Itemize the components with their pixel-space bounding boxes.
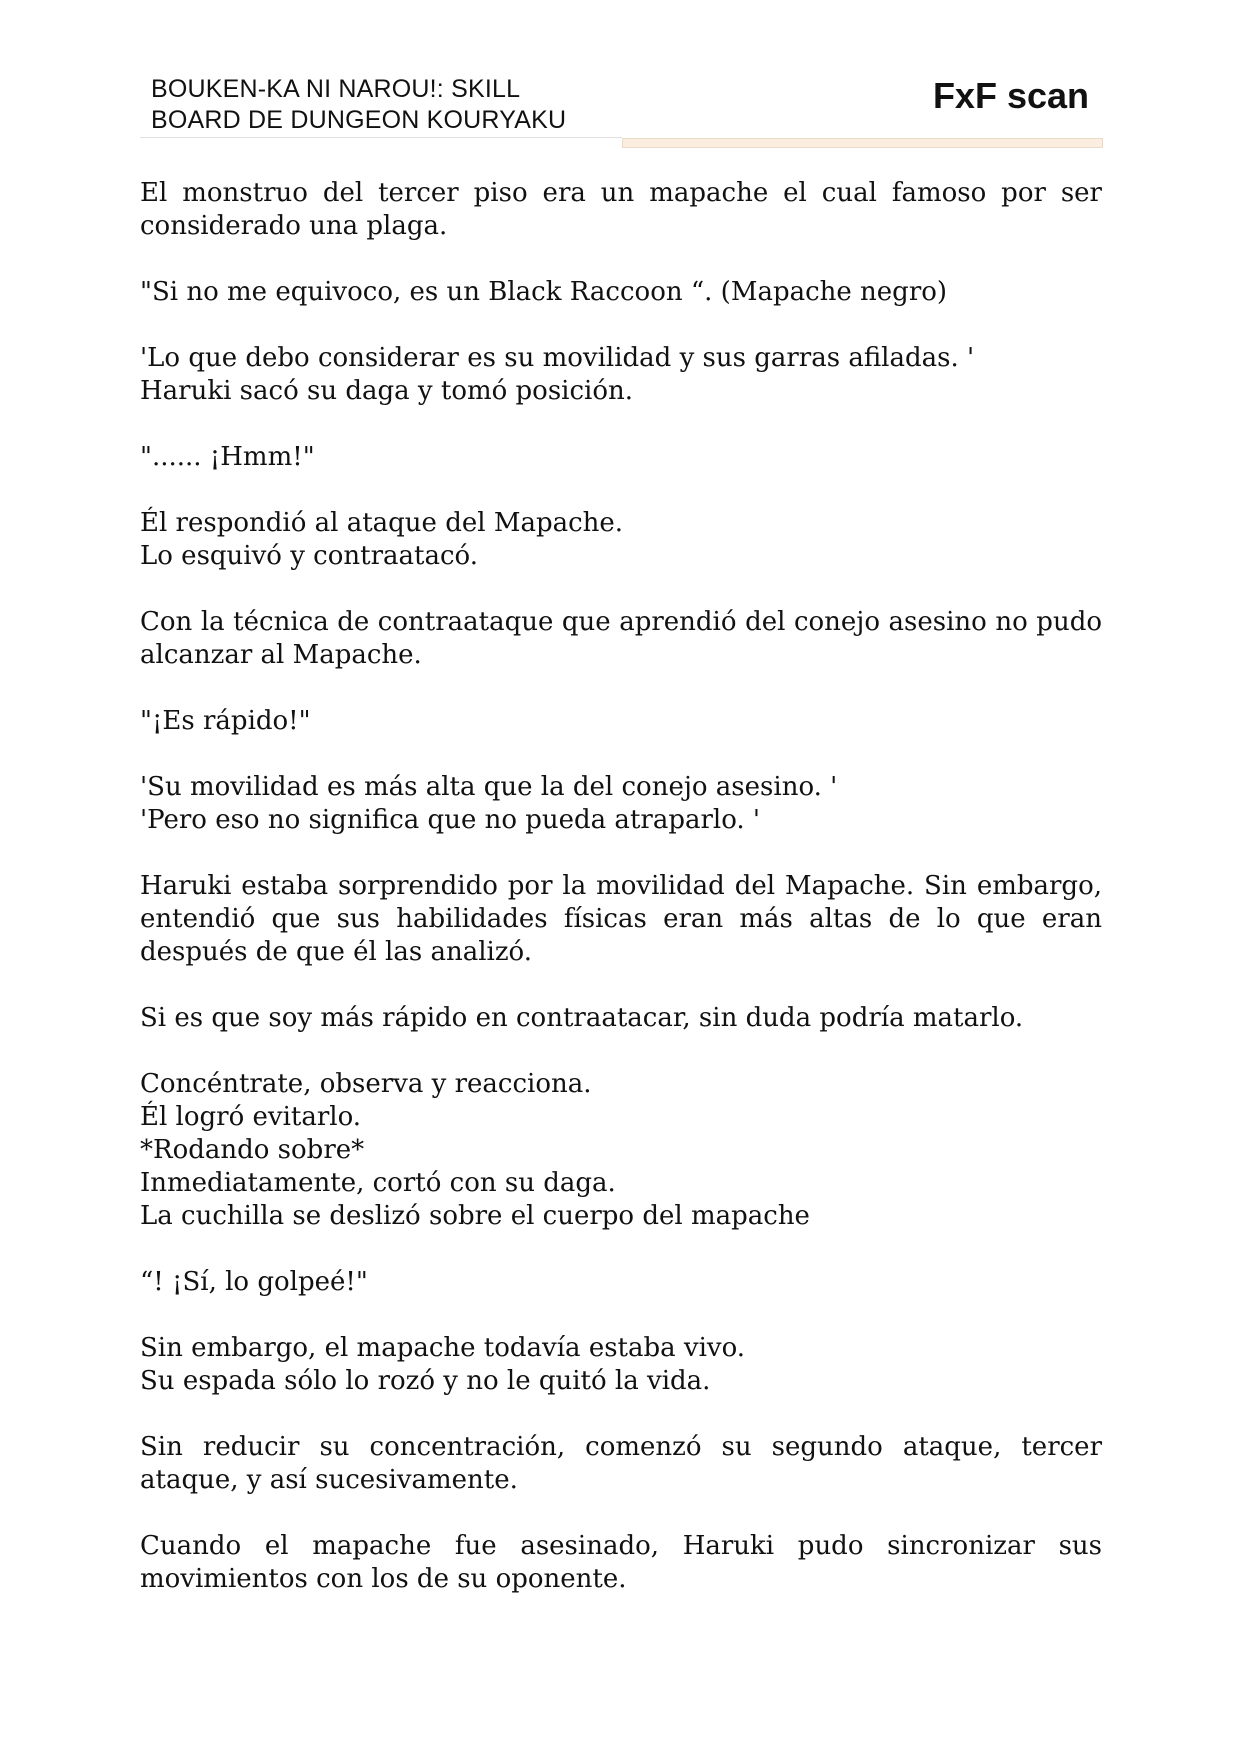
header-brand: FxF scan xyxy=(932,75,1089,116)
paragraph: El monstruo del tercer piso era un mapache el cual famoso por ser considerado una plaga. xyxy=(140,178,1102,241)
header-title xyxy=(151,74,566,136)
paragraph xyxy=(140,342,1102,408)
paragraph-line: 'Pero eso no significa que no pueda atraparlo. ' xyxy=(140,805,761,835)
paragraph-line: Él logró evitarlo. xyxy=(140,1102,362,1132)
paragraph-line: Concéntrate, observa y reacciona. xyxy=(140,1069,592,1099)
header-title-line-1: BOUKEN-KA NI NAROU!: SKILL xyxy=(151,75,521,103)
paragraph: Sin reducir su concentración, comenzó su segundo ataque, tercer ataque, y así sucesivamente. xyxy=(140,1432,1102,1495)
paragraph-line: Inmediatamente, cortó con su daga. xyxy=(140,1168,616,1198)
paragraph-line: Él respondió al ataque del Mapache. xyxy=(140,508,624,538)
body-text xyxy=(140,177,1102,1629)
paragraph xyxy=(140,1332,1102,1398)
paragraph: "¡Es rápido!" xyxy=(140,706,311,736)
paragraph xyxy=(140,771,1102,837)
paragraph xyxy=(140,1068,1102,1233)
paragraph-line: La cuchilla se deslizó sobre el cuerpo del mapache xyxy=(140,1201,810,1231)
paragraph: "Si no me equivoco, es un Black Raccoon “. (Mapache negro) xyxy=(140,277,948,307)
paragraph: “! ¡Sí, lo golpeé!" xyxy=(140,1267,368,1297)
paragraph-line: *Rodando sobre* xyxy=(140,1135,365,1165)
paragraph-line: Sin embargo, el mapache todavía estaba vivo. xyxy=(140,1333,746,1363)
paragraph-line: 'Su movilidad es más alta que la del conejo asesino. ' xyxy=(140,772,838,802)
header-divider xyxy=(140,137,622,138)
paragraph-line: Haruki sacó su daga y tomó posición. xyxy=(140,376,634,406)
paragraph: Con la técnica de contraataque que aprendió del conejo asesino no pudo alcanzar al Mapache. xyxy=(140,607,1102,670)
paragraph-line: Lo esquivó y contraatacó. xyxy=(140,541,478,571)
paragraph: Si es que soy más rápido en contraatacar, sin duda podría matarlo. xyxy=(140,1003,1024,1033)
paragraph: "...... ¡Hmm!" xyxy=(140,442,315,472)
paragraph xyxy=(140,507,1102,573)
paragraph: Cuando el mapache fue asesinado, Haruki pudo sincronizar sus movimientos con los de su oponente. xyxy=(140,1531,1102,1594)
paragraph: Haruki estaba sorprendido por la movilidad del Mapache. Sin embargo, entendió que sus habilidades físicas eran más altas de lo que eran después de que él las analizó. xyxy=(140,871,1102,967)
paragraph-line: 'Lo que debo considerar es su movilidad y sus garras afiladas. ' xyxy=(140,343,975,373)
header-accent-bar xyxy=(622,138,1103,148)
paragraph-line: Su espada sólo lo rozó y no le quitó la vida. xyxy=(140,1366,711,1396)
header-title-line-2: BOARD DE DUNGEON KOURYAKU xyxy=(151,106,567,134)
